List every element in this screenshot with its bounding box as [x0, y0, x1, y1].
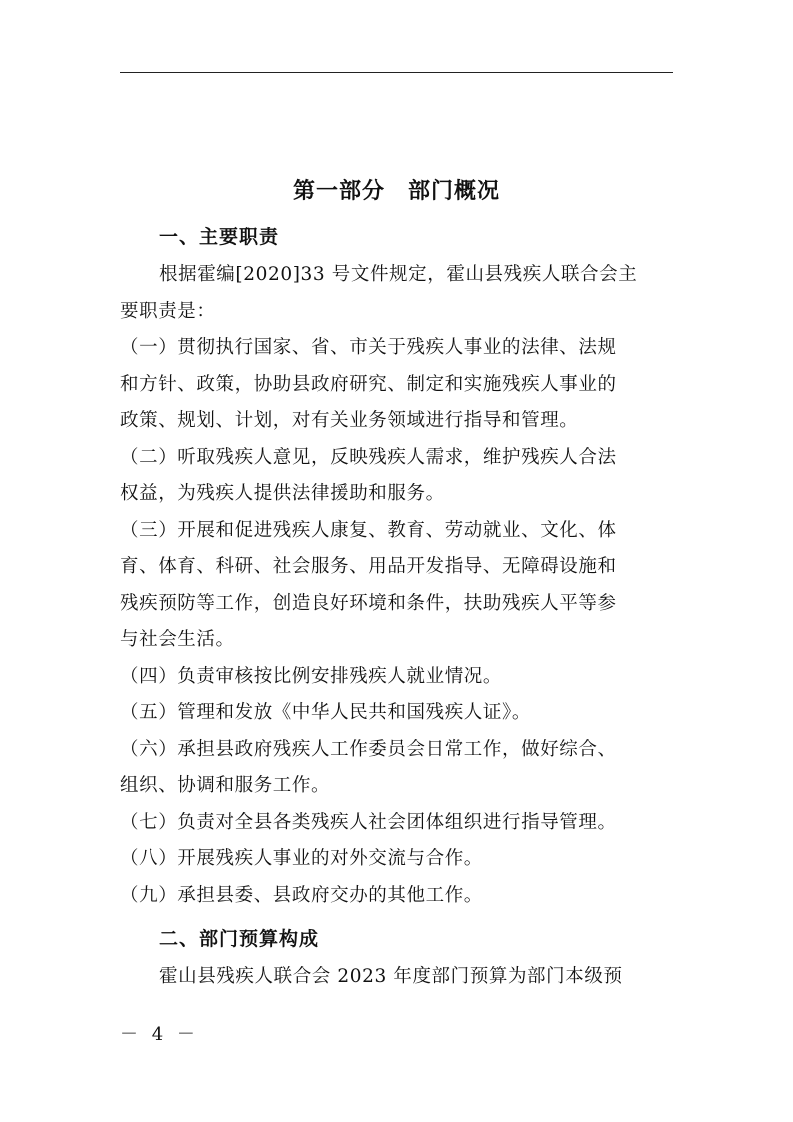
- duty-item-3-line: （三）开展和促进残疾人康复、教育、劳动就业、文化、体: [120, 520, 617, 541]
- duty-item-9-line: （九）承担县委、县政府交办的其他工作。: [120, 885, 483, 906]
- duty-item-5-line: （五）管理和发放《中华人民共和国残疾人证》。: [120, 702, 531, 723]
- duty-item-6-line: 组织、协调和服务工作。: [120, 775, 331, 796]
- page-number: － 4 －: [120, 1024, 199, 1045]
- duty-item-3-line: 与社会生活。: [120, 629, 235, 650]
- duty-item-4-line: （四）负责审核按比例安排残疾人就业情况。: [120, 666, 503, 687]
- duty-item-1-line: 和方针、政策，协助县政府研究、制定和实施残疾人事业的: [120, 374, 617, 395]
- duty-item-1-line: （一）贯彻执行国家、省、市关于残疾人事业的法律、法规: [120, 337, 617, 358]
- section-heading-duties: 一、主要职责: [159, 226, 280, 248]
- duty-item-3-line: 残疾预防等工作，创造良好环境和条件，扶助残疾人平等参: [120, 593, 617, 614]
- page-title: 第一部分 部门概况: [292, 179, 500, 204]
- header-rule: [120, 72, 673, 73]
- duty-item-3-line: 育、体育、科研、社会服务、用品开发指导、无障碍设施和: [120, 556, 617, 577]
- section-heading-budget: 二、部门预算构成: [159, 928, 320, 950]
- duty-item-8-line: （八）开展残疾人事业的对外交流与合作。: [120, 848, 483, 869]
- duty-item-2-line: （二）听取残疾人意见，反映残疾人需求，维护残疾人合法: [120, 447, 617, 468]
- budget-text-line: 霍山县残疾人联合会 2023 年度部门预算为部门本级预: [159, 966, 623, 987]
- intro-line: 根据霍编[2020]33 号文件规定，霍山县残疾人联合会主: [159, 264, 638, 285]
- intro-line: 要职责是：: [120, 301, 216, 322]
- duty-item-6-line: （六）承担县政府残疾人工作委员会日常工作，做好综合、: [120, 739, 617, 760]
- duty-item-2-line: 权益，为残疾人提供法律援助和服务。: [120, 483, 445, 504]
- duty-item-7-line: （七）负责对全县各类残疾人社会团体组织进行指导管理。: [120, 812, 617, 833]
- duty-item-1-line: 政策、规划、计划，对有关业务领域进行指导和管理。: [120, 410, 579, 431]
